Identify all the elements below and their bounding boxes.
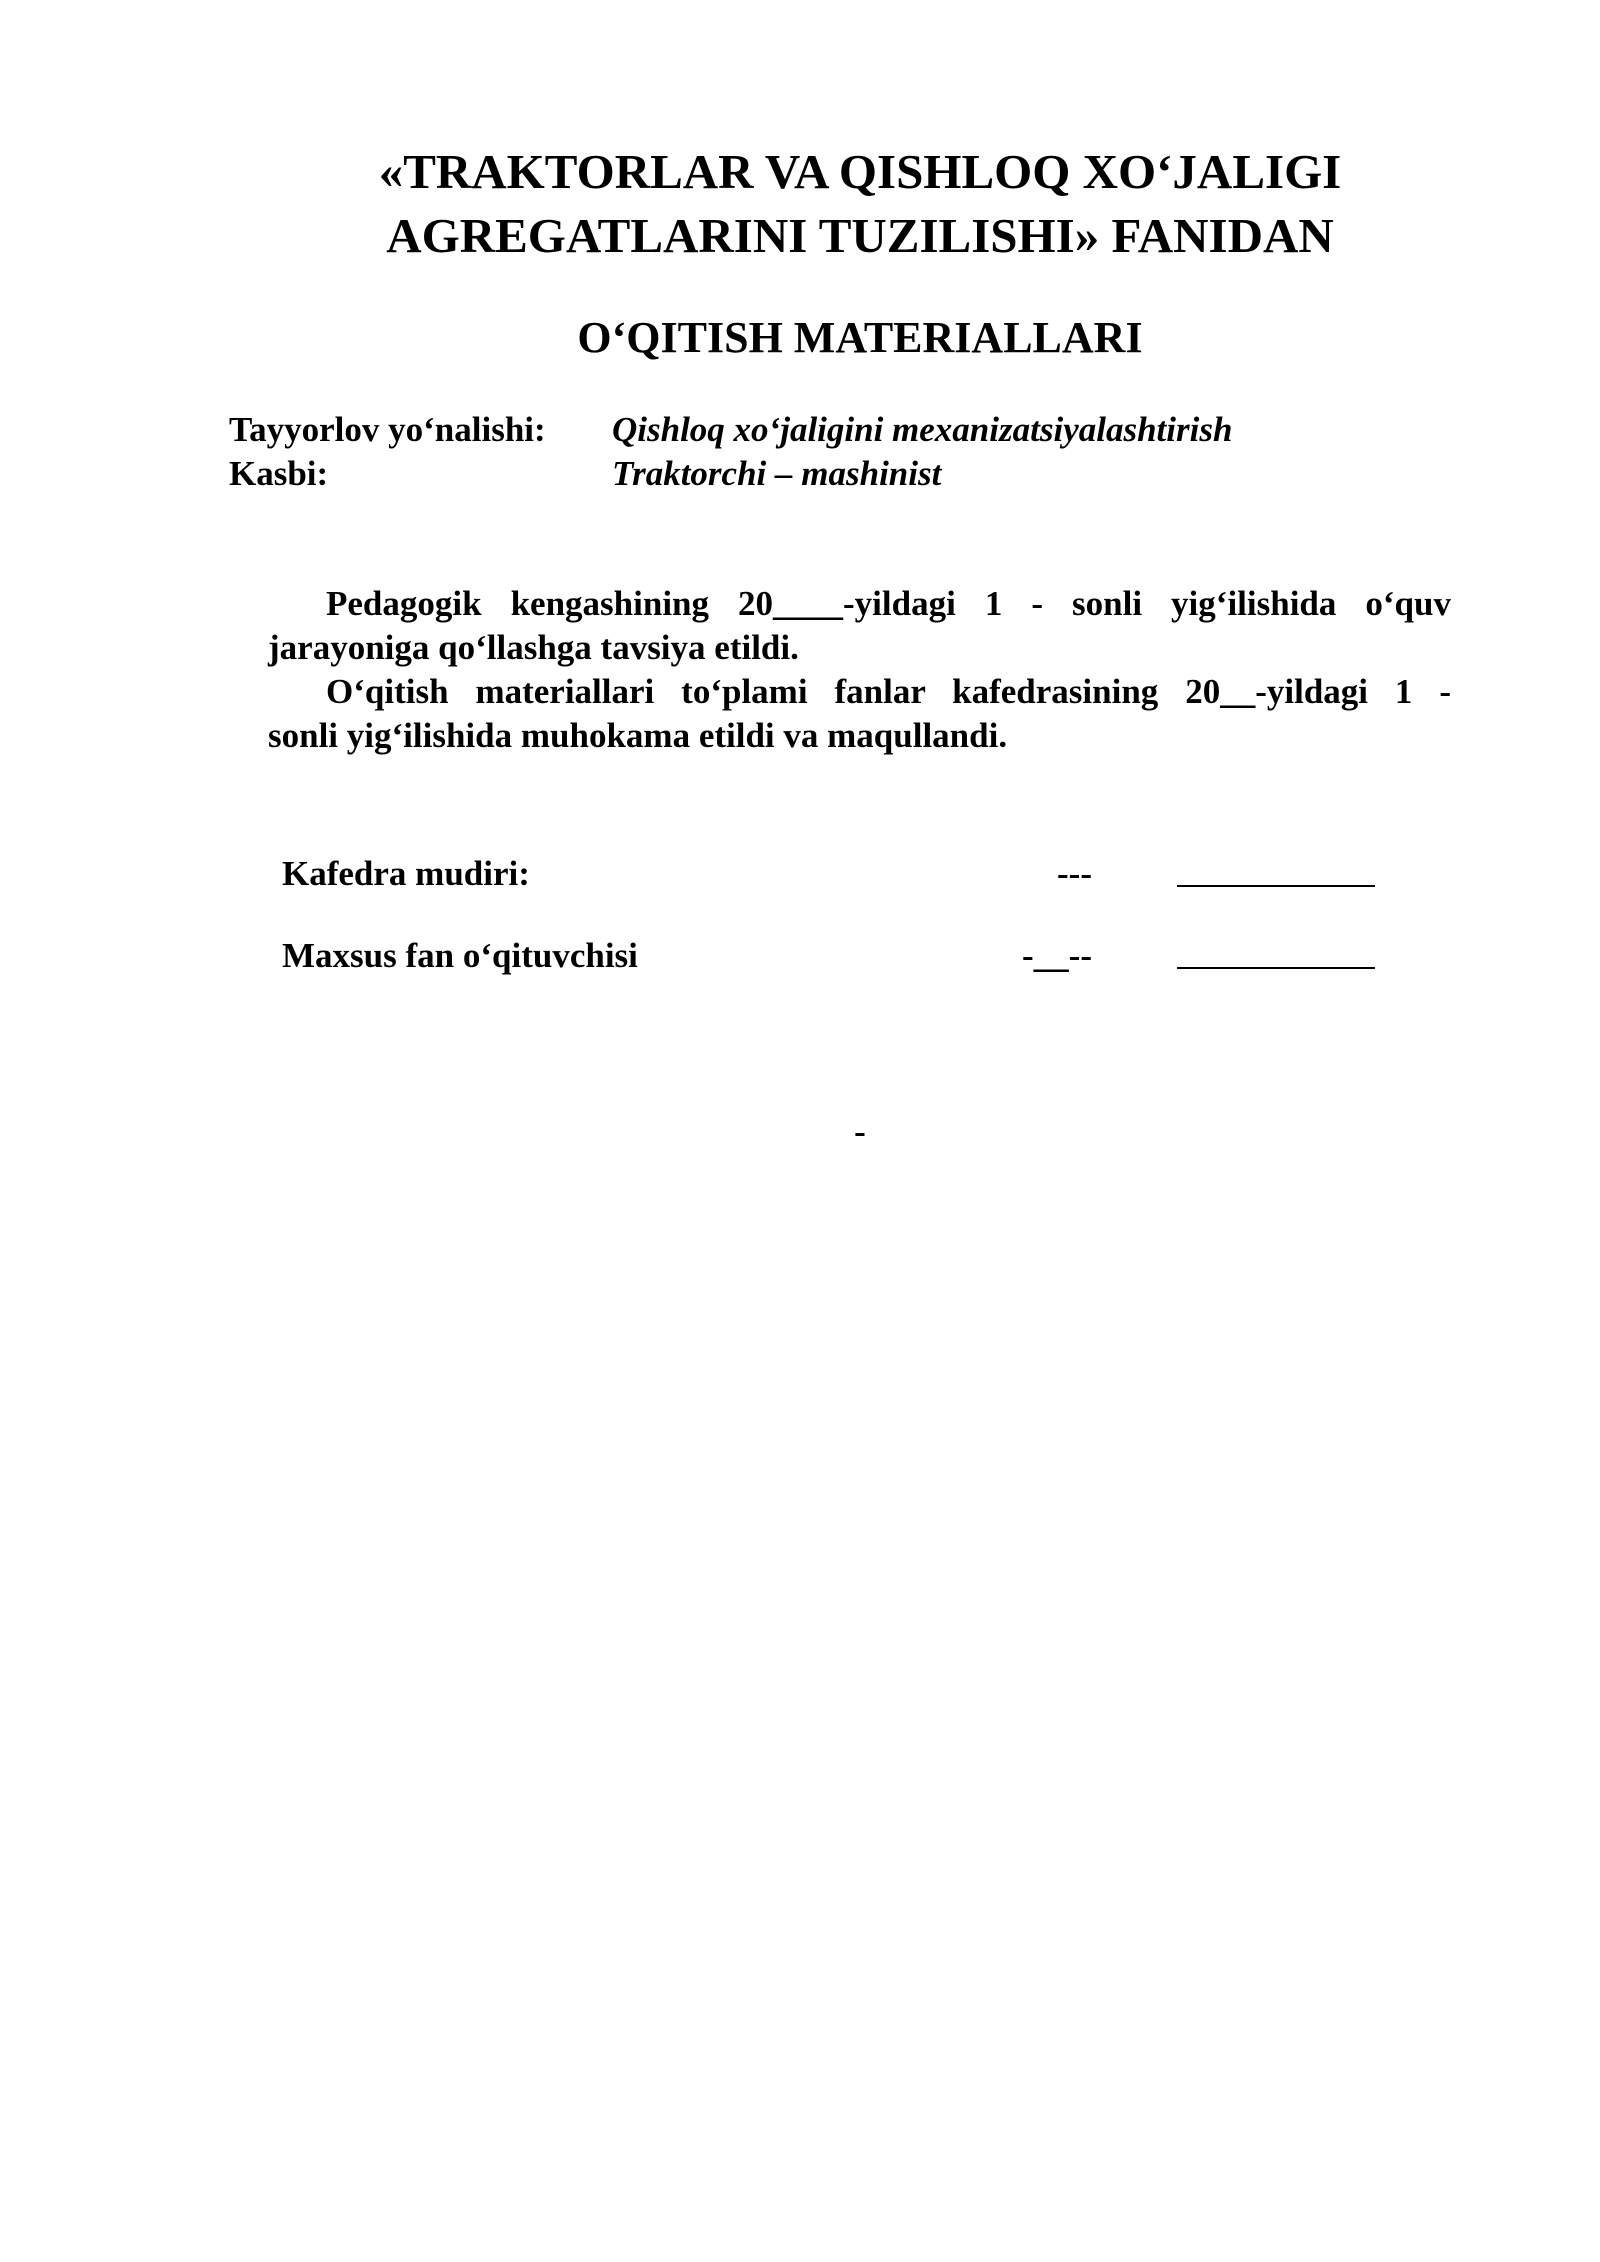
signature-row-teacher [282, 934, 1382, 978]
paragraph-line: O‘qitish materiallari to‘plami fanlar kafedrasining 20__-yildagi 1 - [326, 672, 1451, 711]
info-label-direction: Tayyorlov yo‘nalishi: [229, 410, 546, 449]
signature-mark: -__-- [1022, 936, 1092, 975]
document-title [200, 140, 1520, 268]
info-value-profession: Traktorchi – mashinist [612, 454, 942, 493]
info-value-direction: Qishloq xo‘jaligini mexanizatsiyalashtirish [612, 410, 1233, 449]
signature-line [1177, 967, 1375, 969]
info-row-profession [229, 452, 1429, 496]
signature-role: Kafedra mudiri: [282, 854, 530, 893]
info-label-profession: Kasbi: [229, 454, 329, 493]
signature-row-head [282, 852, 1382, 896]
title-line-2: AGREGATLARINI TUZILISHI» FANIDAN [386, 208, 1334, 263]
paragraph-line: Pedagogik kengashining 20____-yildagi 1 - sonli yig‘ilishida o‘quv [326, 584, 1451, 623]
signature-role: Maxsus fan o‘qituvchisi [282, 936, 638, 975]
footer-dash: - [854, 1112, 866, 1151]
approval-paragraph-council [268, 582, 1451, 670]
paragraph-line: sonli yig‘ilishida muhokama etildi va maqullandi. [268, 716, 1008, 755]
title-line-1: «TRAKTORLAR VA QISHLOQ XO‘JALIGI [378, 144, 1342, 199]
info-row-direction [229, 408, 1429, 452]
document-subtitle: O‘QITISH MATERIALLARI [577, 313, 1143, 362]
signature-line [1177, 885, 1375, 887]
signature-mark: --- [1057, 854, 1092, 893]
paragraph-line: jarayoniga qo‘llashga tavsiya etildi. [268, 628, 799, 667]
approval-paragraph-department [268, 670, 1451, 758]
